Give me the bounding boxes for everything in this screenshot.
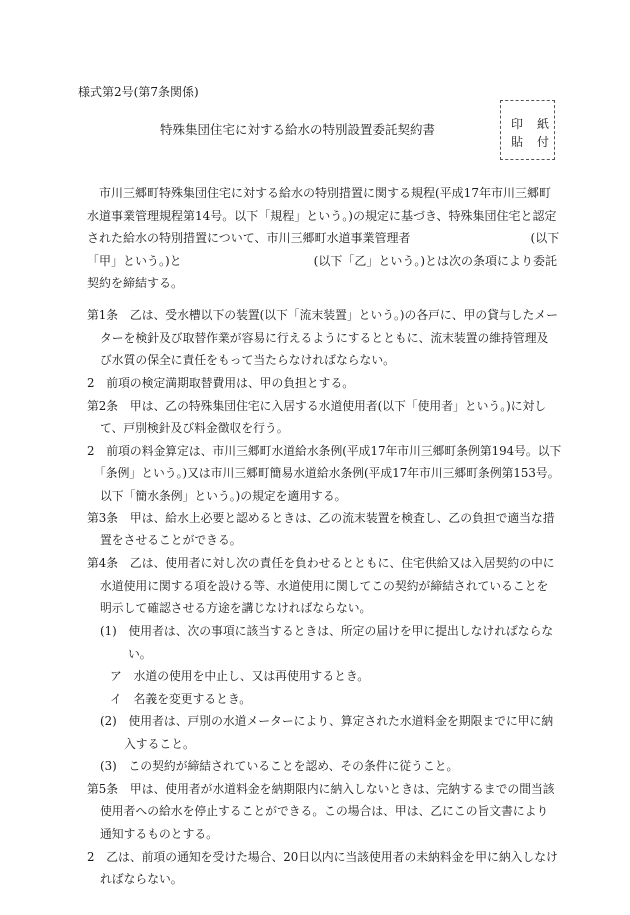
stamp-char: 貼 xyxy=(511,135,524,149)
article-line: (3) この契約が締結されていることを認め、その条件に従うこと。 xyxy=(100,759,459,773)
article-line: 第4条 乙は、使用者に対し次の責任を負わせるとともに、住宅供給又は入居契約の中に xyxy=(87,556,555,570)
article-line: ア 水道の使用を中止し、又は再使用するとき。 xyxy=(110,669,370,683)
article-line: 第1条 乙は、受水槽以下の装置(以下「流末装置」という。)の各戸に、甲の貸与したメー xyxy=(87,308,558,322)
form-number: 様式第2号(第7条関係) xyxy=(78,85,199,99)
preamble-line: 「甲」という。)と (以下「乙」という。)とは次の条項により委託 xyxy=(87,253,558,268)
preamble xyxy=(87,182,567,295)
article-line: (2) 使用者は、戸別の水道メーターにより、算定された水道料金を期限までに甲に納 xyxy=(100,714,554,728)
stamp-char: 紙 xyxy=(536,117,549,131)
article-line: 置をさせることができる。 xyxy=(100,533,242,547)
revenue-stamp-box xyxy=(500,100,555,160)
article-line: イ 名義を変更するとき。 xyxy=(110,692,252,706)
article-line: て、戸別検針及び料金徴収を行う。 xyxy=(100,421,289,435)
article-line: ればならない。 xyxy=(100,872,183,886)
stamp-char: 印 xyxy=(511,117,524,131)
article-line: 2 乙は、前項の通知を受けた場合、20日以内に当該使用者の未納料金を甲に納入しなけ xyxy=(87,850,558,864)
article-line: 入すること。 xyxy=(124,737,195,751)
article-line: 第2条 甲は、乙の特殊集団住宅に入居する水道使用者(以下「使用者」という。)に対し xyxy=(87,399,547,413)
article-line: 明示して確認させる方途を講じなければならない。 xyxy=(100,601,372,615)
article-line: 2 前項の検定満期取替費用は、甲の負担とする。 xyxy=(87,376,355,390)
article-line: (1) 使用者は、次の事項に該当するときは、所定の届けを甲に提出しなければならな xyxy=(100,624,554,638)
article-line: 第3条 甲は、給水上必要と認めるときは、乙の流末装置を検査し、乙の負担で適当な措 xyxy=(87,511,555,525)
article-line: 2 前項の料金算定は、市川三郷町水道給水条例(平成17年市川三郷町条例第194号。以下 xyxy=(87,444,562,458)
preamble-line: 水道事業管理規程第14号。以下「規程」という。)の規定に基づき、特殊集団住宅と認定 xyxy=(87,208,557,223)
stamp-label-line2 xyxy=(511,135,549,149)
stamp-char: 付 xyxy=(536,135,549,149)
article-line: 以下「簡水条例」という。)の規定を適用する。 xyxy=(100,489,347,503)
article-line: び水質の保全に責任をもって当たらなければならない。 xyxy=(100,353,395,367)
article-line: ターを検針及び取替作業が容易に行えるようにするとともに、流末装置の維持管理及 xyxy=(100,331,549,345)
article-line: 水道使用に関する項を設ける等、水道使用に関してこの契約が締結されていることを xyxy=(100,579,549,593)
article-line: い。 xyxy=(128,647,152,661)
document-title: 特殊集団住宅に対する給水の特別設置委託契約書 xyxy=(160,122,436,137)
article-line: 通知するものとする。 xyxy=(100,827,218,841)
preamble-line: 契約を締結する。 xyxy=(87,276,184,290)
stamp-label-line1 xyxy=(511,117,549,131)
article-line: 使用者への給水を停止することができる。この場合は、甲は、乙にこの旨文書により xyxy=(100,804,549,818)
article-line: 第5条 甲は、使用者が水道料金を納期限内に納入しないときは、完納するまでの間当該 xyxy=(87,782,555,796)
preamble-line: 市川三郷町特殊集団住宅に対する給水の特別措置に関する規程(平成17年市川三郷町 xyxy=(87,186,551,200)
article-line: 「条例」という。)又は市川三郷町簡易水道給水条例(平成17年市川三郷町条例第153号。 xyxy=(94,466,560,480)
preamble-line: された給水の特別措置について、市川三郷町水道事業管理者 (以下 xyxy=(87,231,560,245)
